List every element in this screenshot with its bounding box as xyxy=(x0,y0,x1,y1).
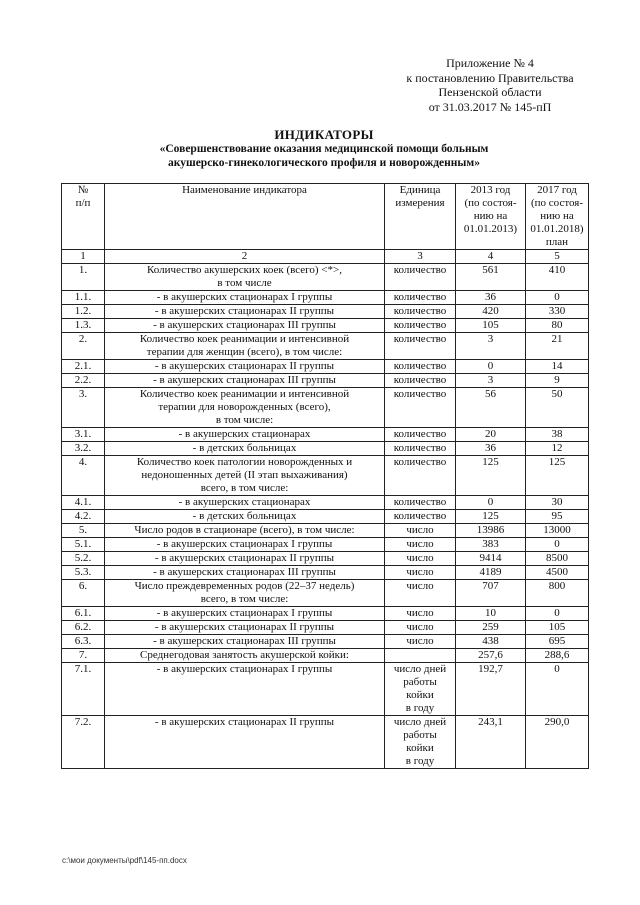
indicator-name: - в детских больницах xyxy=(105,442,385,456)
unit-of-measure: число xyxy=(385,552,456,566)
value-2013: 192,7 xyxy=(456,663,526,716)
table-row xyxy=(62,319,589,333)
value-2017-plan: 8500 xyxy=(526,552,589,566)
value-2017-plan: 14 xyxy=(526,360,589,374)
value-2017-plan: 95 xyxy=(526,510,589,524)
indicator-name: - в акушерских стационарах I группы xyxy=(105,607,385,621)
table-header-row xyxy=(62,184,589,250)
value-2013: 259 xyxy=(456,621,526,635)
row-number: 2. xyxy=(62,333,105,360)
unit-of-measure xyxy=(385,649,456,663)
indicator-name: Количество коек патологии новорожденных и недоношенных детей (II этап выхаживания) всего, в том числе: xyxy=(105,456,385,496)
indicator-name: - в акушерских стационарах xyxy=(105,496,385,510)
value-2013: 707 xyxy=(456,580,526,607)
appendix-line-3: Пензенской области xyxy=(438,85,542,99)
unit-of-measure: число дней работы койки в году xyxy=(385,663,456,716)
value-2017-plan: 38 xyxy=(526,428,589,442)
row-number: 3. xyxy=(62,388,105,428)
row-number: 1.1. xyxy=(62,291,105,305)
value-2017-plan: 0 xyxy=(526,291,589,305)
table-row xyxy=(62,607,589,621)
table-row xyxy=(62,580,589,607)
unit-of-measure: число xyxy=(385,566,456,580)
value-2017-plan: 4500 xyxy=(526,566,589,580)
value-2017-plan: 125 xyxy=(526,456,589,496)
indicator-name: Количество коек реанимации и интенсивной терапии для женщин (всего), в том числе: xyxy=(105,333,385,360)
header-name-text: Наименование индикатора xyxy=(182,184,307,196)
value-2017-plan: 0 xyxy=(526,538,589,552)
value-2013: 125 xyxy=(456,456,526,496)
unit-of-measure: количество xyxy=(385,333,456,360)
value-2013: 243,1 xyxy=(456,716,526,769)
column-number-cell: 5 xyxy=(526,250,589,264)
value-2017-plan: 9 xyxy=(526,374,589,388)
indicator-name: Число родов в стационаре (всего), в том числе: xyxy=(105,524,385,538)
appendix-line-2: к постановлению Правительства xyxy=(406,70,574,85)
value-2017-plan: 330 xyxy=(526,305,589,319)
value-2017-plan: 13000 xyxy=(526,524,589,538)
table-row xyxy=(62,663,589,716)
table-row xyxy=(62,388,589,428)
row-number: 6. xyxy=(62,580,105,607)
row-number: 7. xyxy=(62,649,105,663)
value-2013: 36 xyxy=(456,291,526,305)
unit-of-measure: количество xyxy=(385,319,456,333)
unit-of-measure: количество xyxy=(385,442,456,456)
indicator-name: - в акушерских стационарах I группы xyxy=(105,538,385,552)
appendix-block xyxy=(390,56,590,114)
unit-of-measure: число xyxy=(385,580,456,607)
value-2017-plan: 105 xyxy=(526,621,589,635)
row-number: 7.2. xyxy=(62,716,105,769)
value-2013: 383 xyxy=(456,538,526,552)
value-2013: 438 xyxy=(456,635,526,649)
unit-of-measure: количество xyxy=(385,456,456,496)
value-2013: 420 xyxy=(456,305,526,319)
value-2013: 561 xyxy=(456,264,526,291)
value-2017-plan: 0 xyxy=(526,607,589,621)
unit-of-measure: количество xyxy=(385,388,456,428)
indicator-name: - в акушерских стационарах III группы xyxy=(105,374,385,388)
file-path-footer: c:\мои документы\pdf\145-пп.docx xyxy=(62,856,187,865)
indicator-name: Число преждевременных родов (22–37 недель) всего, в том числе: xyxy=(105,580,385,607)
column-number-cell: 2 xyxy=(105,250,385,264)
indicator-name: - в детских больницах xyxy=(105,510,385,524)
row-number: 3.1. xyxy=(62,428,105,442)
unit-of-measure: количество xyxy=(385,428,456,442)
indicator-name: - в акушерских стационарах II группы xyxy=(105,716,385,769)
column-number-cell: 1 xyxy=(62,250,105,264)
value-2017-plan: 0 xyxy=(526,663,589,716)
header-2017-text: 2017 год (по состоя- нию на 01.01.2018) план xyxy=(530,184,584,248)
unit-of-measure: количество xyxy=(385,496,456,510)
value-2017-plan: 410 xyxy=(526,264,589,291)
unit-of-measure: количество xyxy=(385,264,456,291)
header-number-text: № п/п xyxy=(75,184,91,209)
table-row xyxy=(62,291,589,305)
row-number: 5. xyxy=(62,524,105,538)
indicator-name: Количество акушерских коек (всего) <*>, в том числе xyxy=(105,264,385,291)
row-number: 5.1. xyxy=(62,538,105,552)
row-number: 5.2. xyxy=(62,552,105,566)
row-number: 7.1. xyxy=(62,663,105,716)
row-number: 6.3. xyxy=(62,635,105,649)
table-row xyxy=(62,374,589,388)
value-2013: 125 xyxy=(456,510,526,524)
indicator-name: Среднегодовая занятость акушерской койки: xyxy=(105,649,385,663)
table-row xyxy=(62,524,589,538)
unit-of-measure: количество xyxy=(385,305,456,319)
unit-of-measure: число xyxy=(385,607,456,621)
table-row xyxy=(62,649,589,663)
value-2017-plan: 695 xyxy=(526,635,589,649)
unit-of-measure: количество xyxy=(385,360,456,374)
indicator-name: - в акушерских стационарах II группы xyxy=(105,305,385,319)
value-2017-plan: 290,0 xyxy=(526,716,589,769)
unit-of-measure: число xyxy=(385,621,456,635)
indicator-name: Количество коек реанимации и интенсивной терапии для новорожденных (всего), в том числе: xyxy=(105,388,385,428)
header-cell-2017 xyxy=(526,184,589,250)
indicator-name: - в акушерских стационарах III группы xyxy=(105,566,385,580)
row-number: 4.1. xyxy=(62,496,105,510)
value-2017-plan: 21 xyxy=(526,333,589,360)
header-cell-name xyxy=(105,184,385,250)
value-2013: 56 xyxy=(456,388,526,428)
table-row xyxy=(62,428,589,442)
document-title xyxy=(60,128,588,170)
table-row xyxy=(62,566,589,580)
value-2013: 9414 xyxy=(456,552,526,566)
indicator-name: - в акушерских стационарах xyxy=(105,428,385,442)
table-row xyxy=(62,360,589,374)
value-2013: 0 xyxy=(456,496,526,510)
value-2017-plan: 30 xyxy=(526,496,589,510)
unit-of-measure: количество xyxy=(385,510,456,524)
row-number: 2.1. xyxy=(62,360,105,374)
indicator-name: - в акушерских стационарах I группы xyxy=(105,291,385,305)
row-number: 4.2. xyxy=(62,510,105,524)
header-unit-text: Единица измерения xyxy=(395,184,445,209)
unit-of-measure: число xyxy=(385,524,456,538)
value-2017-plan: 288,6 xyxy=(526,649,589,663)
column-number-cell: 4 xyxy=(456,250,526,264)
indicator-name: - в акушерских стационарах II группы xyxy=(105,360,385,374)
table-row xyxy=(62,552,589,566)
value-2017-plan: 80 xyxy=(526,319,589,333)
table-row xyxy=(62,510,589,524)
column-number-cell: 3 xyxy=(385,250,456,264)
row-number: 1.3. xyxy=(62,319,105,333)
unit-of-measure: число xyxy=(385,635,456,649)
value-2013: 257,6 xyxy=(456,649,526,663)
table-row xyxy=(62,333,589,360)
row-number: 5.3. xyxy=(62,566,105,580)
table-row xyxy=(62,305,589,319)
value-2017-plan: 800 xyxy=(526,580,589,607)
indicator-name: - в акушерских стационарах II группы xyxy=(105,552,385,566)
value-2013: 3 xyxy=(456,374,526,388)
title-line-3: акушерско-гинекологического профиля и новорожденным» xyxy=(168,157,480,169)
row-number: 6.1. xyxy=(62,607,105,621)
value-2013: 105 xyxy=(456,319,526,333)
unit-of-measure: количество xyxy=(385,374,456,388)
row-number: 4. xyxy=(62,456,105,496)
value-2013: 3 xyxy=(456,333,526,360)
table-row xyxy=(62,442,589,456)
appendix-line-1: Приложение № 4 xyxy=(446,56,534,70)
table-row xyxy=(62,496,589,510)
indicator-name: - в акушерских стационарах III группы xyxy=(105,635,385,649)
unit-of-measure: количество xyxy=(385,291,456,305)
header-cell-unit xyxy=(385,184,456,250)
indicator-name: - в акушерских стационарах I группы xyxy=(105,663,385,716)
indicator-name: - в акушерских стационарах II группы xyxy=(105,621,385,635)
value-2013: 10 xyxy=(456,607,526,621)
indicators-table-body xyxy=(62,184,589,769)
value-2017-plan: 50 xyxy=(526,388,589,428)
unit-of-measure: число xyxy=(385,538,456,552)
row-number: 6.2. xyxy=(62,621,105,635)
table-row xyxy=(62,621,589,635)
value-2013: 4189 xyxy=(456,566,526,580)
table-row xyxy=(62,264,589,291)
value-2017-plan: 12 xyxy=(526,442,589,456)
table-row xyxy=(62,716,589,769)
value-2013: 36 xyxy=(456,442,526,456)
row-number: 1.2. xyxy=(62,305,105,319)
appendix-line-4: от 31.03.2017 № 145-пП xyxy=(428,99,552,114)
value-2013: 0 xyxy=(456,360,526,374)
value-2013: 20 xyxy=(456,428,526,442)
header-2013-text: 2013 год (по состоя- нию на 01.01.2013) xyxy=(463,184,518,235)
header-cell-number xyxy=(62,184,105,250)
unit-of-measure: число дней работы койки в году xyxy=(385,716,456,769)
row-number: 1. xyxy=(62,264,105,291)
row-number: 2.2. xyxy=(62,374,105,388)
table-row xyxy=(62,456,589,496)
table-row xyxy=(62,538,589,552)
indicators-table xyxy=(61,183,589,769)
indicator-name: - в акушерских стационарах III группы xyxy=(105,319,385,333)
title-line-1: ИНДИКАТОРЫ xyxy=(274,127,374,142)
title-line-2: «Совершенствование оказания медицинской помощи больным xyxy=(159,143,489,155)
table-row xyxy=(62,635,589,649)
column-number-row xyxy=(62,250,589,264)
header-cell-2013 xyxy=(456,184,526,250)
value-2013: 13986 xyxy=(456,524,526,538)
row-number: 3.2. xyxy=(62,442,105,456)
